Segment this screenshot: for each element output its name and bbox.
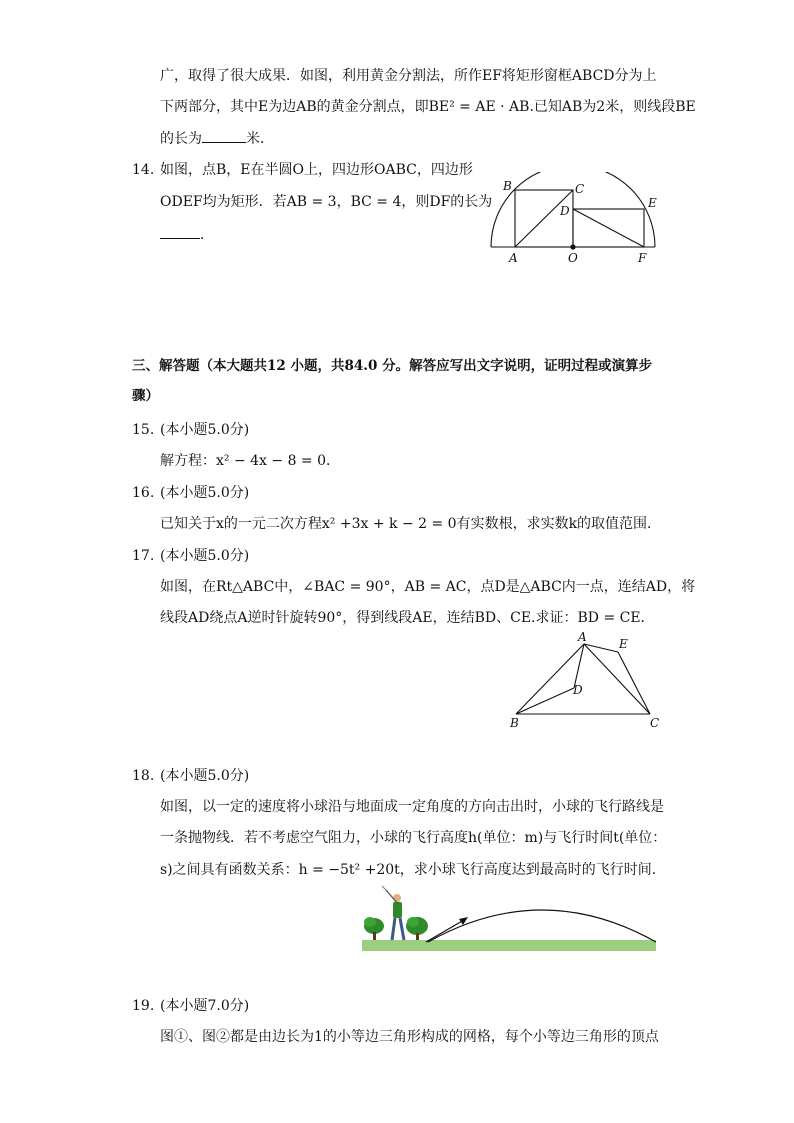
label-a: A xyxy=(578,630,587,644)
label-a: A xyxy=(509,251,518,265)
q14-line3 xyxy=(160,224,214,245)
segment-ce xyxy=(618,652,650,714)
q14-line3-post: ． xyxy=(200,227,214,243)
section-3-heading-cont: 骤） xyxy=(132,388,159,404)
label-c: C xyxy=(575,182,585,196)
label-d: D xyxy=(560,204,570,218)
label-b: B xyxy=(503,179,512,193)
q16-text: 已知关于x的一元二次方程x² +3x + k − 2 = 0有实数根，求实数k的取值范围． xyxy=(160,516,662,532)
q18-line2: 一条抛物线．若不考虑空气阻力，小球的飞行高度h(单位：m)与飞行时间t(单位： xyxy=(160,830,667,846)
segment-ad xyxy=(574,644,584,688)
q17-number: 17. xyxy=(132,548,155,564)
q15-text: 解方程：x² − 4x − 8 = 0． xyxy=(160,453,341,469)
q18-number: 18. xyxy=(132,768,155,784)
triangle-figure xyxy=(506,628,666,734)
q19-line1: 图①、图②都是由边长为1的小等边三角形构成的网格，每个小等边三角形的顶点 xyxy=(160,1029,659,1045)
q13-line2: 下两部分，其中E为边AB的黄金分割点，即BE² = AE · AB.已知AB为2米，则线段BE xyxy=(160,99,696,115)
q13-line3 xyxy=(160,128,274,149)
segment-ab xyxy=(516,644,584,714)
q13-line1: 广，取得了很大成果．如图，利用黄金分割法，所作EF将矩形窗框ABCD分为上 xyxy=(160,68,657,84)
answer-blank xyxy=(160,224,200,239)
golfer-icon xyxy=(382,886,404,940)
label-e: E xyxy=(619,637,628,651)
q17-line2: 线段AD绕点A逆时针旋转90°，得到线段AE，连结BD、CE.求证：BD = CE． xyxy=(160,610,655,626)
q17-line1: 如图，在Rt△ABC中，∠BAC = 90°，AB = AC，点D是△ABC内一点，连结AD，将 xyxy=(160,579,696,595)
q17-score: (本小题5.0分) xyxy=(160,548,250,564)
q15-score: (本小题5.0分) xyxy=(160,422,250,438)
q15-number: 15. xyxy=(132,422,155,438)
q13-line3-post: 米． xyxy=(246,131,274,147)
q16-score: (本小题5.0分) xyxy=(160,485,250,501)
launch-arrow xyxy=(426,920,464,942)
label-f: F xyxy=(638,251,647,265)
tree-right-icon xyxy=(406,917,428,940)
trajectory-parabola xyxy=(428,910,656,942)
section-3-heading: 三、解答题（本大题共12 小题，共84.0 分。解答应写出文字说明，证明过程或演算步 xyxy=(132,358,653,374)
tree-left-icon xyxy=(364,917,384,940)
q13-line3-pre: 的长为 xyxy=(160,131,202,147)
segment-ae xyxy=(584,644,618,652)
segment-ac xyxy=(584,644,650,714)
semicircle-figure xyxy=(486,172,666,267)
q18-line3: s)之间具有函数关系：h = −5t² +20t，求小球飞行高度达到最高时的飞行时间． xyxy=(160,862,666,878)
answer-blank xyxy=(202,128,246,143)
segment-ac xyxy=(515,190,573,247)
q14-line2: ODEF均为矩形．若AB = 3，BC = 4，则DF的长为 xyxy=(160,194,493,210)
label-d: D xyxy=(573,683,583,697)
q14-number: 14. xyxy=(132,162,155,178)
golf-trajectory-figure xyxy=(360,884,658,956)
center-point-o xyxy=(570,244,575,249)
segment-df xyxy=(573,209,644,247)
q16-number: 16. xyxy=(132,485,155,501)
q14-line1: 如图，点B，E在半圆O上，四边形OABC，四边形 xyxy=(160,162,473,178)
label-b: B xyxy=(510,716,519,730)
q19-number: 19. xyxy=(132,998,155,1014)
label-c: C xyxy=(650,716,660,730)
segment-bd xyxy=(516,688,574,714)
ground-strip xyxy=(362,940,656,951)
label-e: E xyxy=(648,196,657,210)
q18-line1: 如图，以一定的速度将小球沿与地面成一定角度的方向击出时，小球的飞行路线是 xyxy=(160,799,664,815)
q18-score: (本小题5.0分) xyxy=(160,768,250,784)
label-o: O xyxy=(568,251,578,265)
q19-score: (本小题7.0分) xyxy=(160,998,250,1014)
